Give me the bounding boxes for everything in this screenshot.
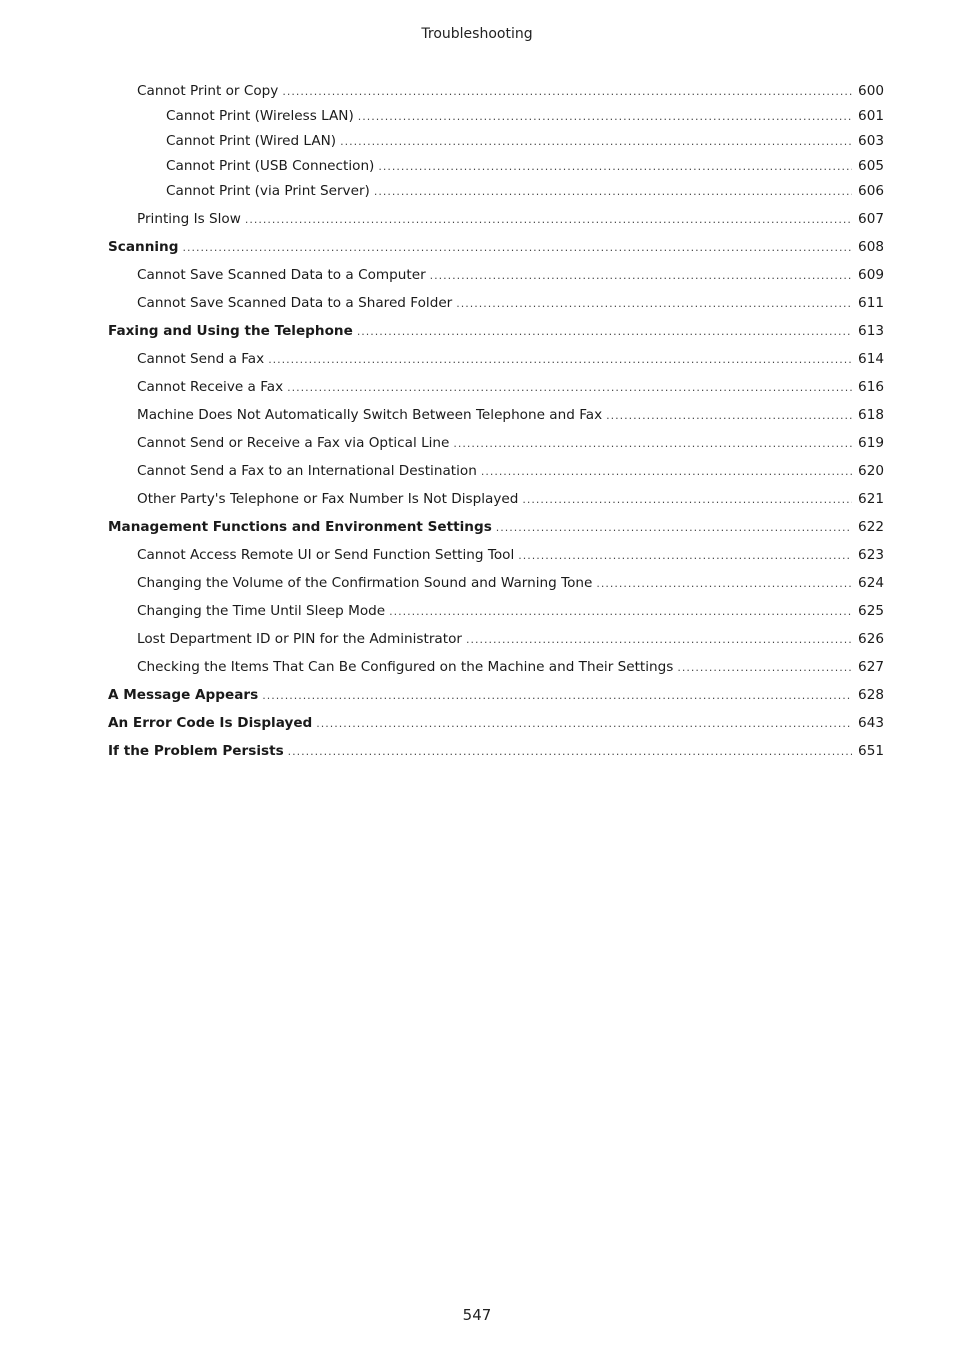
toc-page-number: 651 [858,743,884,759]
toc-page-number: 607 [858,211,884,227]
dot-leader [389,602,852,621]
toc-entry-title: Checking the Items That Can Be Configured on the Machine and Their Settings [137,659,674,675]
toc-entry[interactable] [108,126,884,151]
toc-entry[interactable] [108,176,884,201]
toc-page-number: 628 [858,687,884,703]
toc-entry-title: Machine Does Not Automatically Switch Between Telephone and Fax [137,407,603,423]
toc-entry[interactable] [108,397,884,425]
dot-leader [282,82,852,101]
toc-page-number: 643 [858,715,884,731]
toc-page-number: 614 [858,351,884,367]
dot-leader [456,294,852,313]
toc-page-number: 603 [858,133,884,149]
toc-entry[interactable] [108,369,884,397]
toc-page-number: 626 [858,631,884,647]
toc-page-number: 616 [858,379,884,395]
dot-leader [245,210,852,229]
toc-entry-title: Changing the Volume of the Confirmation Sound and Warning Tone [137,575,593,591]
toc-entry[interactable] [108,593,884,621]
toc-entry[interactable] [108,453,884,481]
toc-entry-title: Cannot Save Scanned Data to a Computer [137,267,426,283]
toc-page-number: 625 [858,603,884,619]
toc-entry[interactable] [108,201,884,229]
toc-entry-title: If the Problem Persists [108,743,284,759]
toc-entry[interactable] [108,537,884,565]
toc-entry-title: Management Functions and Environment Settings [108,519,492,535]
toc-entry-title: Cannot Access Remote UI or Send Function Setting Tool [137,547,515,563]
toc-entry[interactable] [108,73,884,101]
toc-entry-title: Cannot Print (Wireless LAN) [166,108,354,124]
toc-entry-title: Lost Department ID or PIN for the Administrator [137,631,462,647]
toc-page-number: 609 [858,267,884,283]
toc-entry[interactable] [108,285,884,313]
dot-leader [378,157,852,176]
toc-page-number: 618 [858,407,884,423]
dot-leader [357,322,852,341]
toc-page-number: 600 [858,83,884,99]
toc-entry-title: Cannot Print (via Print Server) [166,183,370,199]
toc-page-number: 627 [858,659,884,675]
dot-leader [430,266,852,285]
toc-page-number: 606 [858,183,884,199]
toc-entry[interactable] [108,565,884,593]
toc-page-number: 605 [858,158,884,174]
dot-leader [596,574,852,593]
toc-entry[interactable] [108,649,884,677]
dot-leader [340,132,852,151]
toc-entry[interactable] [108,101,884,126]
toc-page-number: 613 [858,323,884,339]
toc-page-number: 624 [858,575,884,591]
dot-leader [287,378,852,397]
toc-entry[interactable] [108,229,884,257]
toc-entry-title: Printing Is Slow [137,211,241,227]
dot-leader [316,714,852,733]
toc-entry-title: Changing the Time Until Sleep Mode [137,603,386,619]
dot-leader [522,490,852,509]
page-number: 547 [462,1306,492,1324]
toc-entry-title: Cannot Print (Wired LAN) [166,133,337,149]
dot-leader [466,630,852,649]
toc-entry[interactable] [108,509,884,537]
toc-entry[interactable] [108,425,884,453]
dot-leader [496,518,852,537]
toc-page-number: 601 [858,108,884,124]
dot-leader [268,350,852,369]
toc-page-number: 620 [858,463,884,479]
toc-entry-title: Cannot Send a Fax [137,351,265,367]
toc-entry-title: Cannot Save Scanned Data to a Shared Folder [137,295,453,311]
dot-leader [606,406,852,425]
dot-leader [358,107,852,126]
dot-leader [288,742,852,761]
toc-entry[interactable] [108,705,884,733]
toc-entry-title: Faxing and Using the Telephone [108,323,353,339]
table-of-contents [108,73,884,761]
toc-page-number: 621 [858,491,884,507]
toc-page-number: 619 [858,435,884,451]
toc-entry-title: Other Party's Telephone or Fax Number Is Not Displayed [137,491,519,507]
toc-entry[interactable] [108,733,884,761]
toc-entry-title: Cannot Send or Receive a Fax via Optical Line [137,435,450,451]
toc-entry[interactable] [108,341,884,369]
toc-page-number: 623 [858,547,884,563]
toc-entry-title: Cannot Print (USB Connection) [166,158,375,174]
running-header: Troubleshooting [421,26,533,42]
toc-entry[interactable] [108,621,884,649]
toc-entry-title: Cannot Send a Fax to an International Destination [137,463,477,479]
toc-entry[interactable] [108,151,884,176]
dot-leader [374,182,852,201]
toc-entry-title: Cannot Receive a Fax [137,379,284,395]
dot-leader [182,238,852,257]
dot-leader [518,546,852,565]
toc-page-number: 622 [858,519,884,535]
dot-leader [453,434,852,453]
dot-leader [481,462,852,481]
toc-entry-title: An Error Code Is Displayed [108,715,313,731]
dot-leader [262,686,852,705]
toc-entry[interactable] [108,257,884,285]
toc-page-number: 611 [858,295,884,311]
toc-entry-title: Cannot Print or Copy [137,83,279,99]
toc-page-number: 608 [858,239,884,255]
dot-leader [677,658,852,677]
toc-entry-title: A Message Appears [108,687,259,703]
toc-entry-title: Scanning [108,239,179,255]
toc-entry[interactable] [108,313,884,341]
toc-entry[interactable] [108,481,884,509]
toc-entry[interactable] [108,677,884,705]
